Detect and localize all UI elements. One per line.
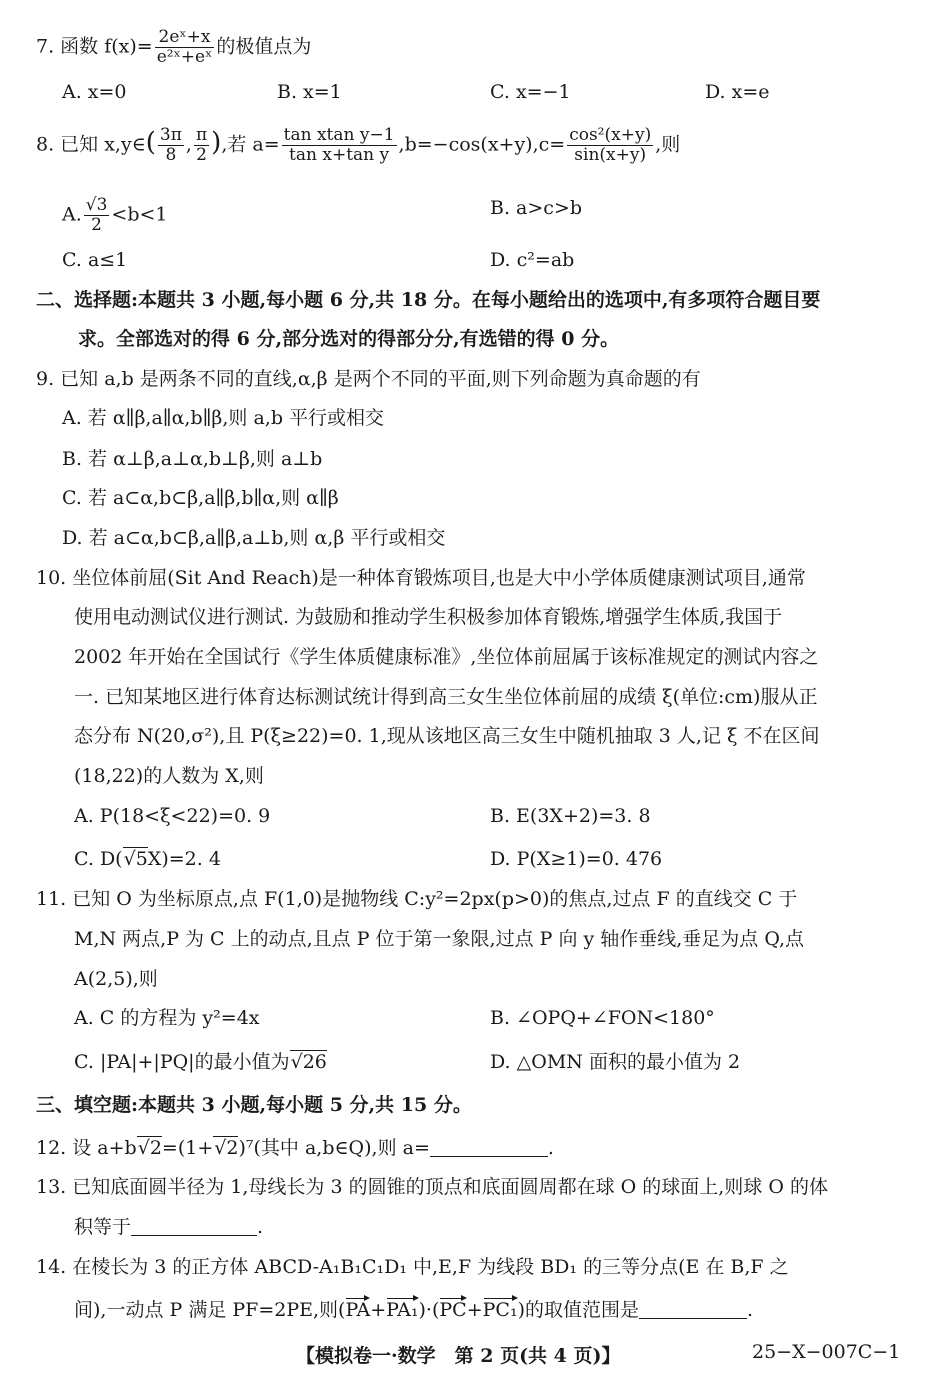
q14-line-2 bbox=[74, 1298, 753, 1322]
q11-option-b: B. ∠OPQ+∠FON<180° bbox=[490, 1007, 715, 1029]
q7-option-b: B. x=1 bbox=[277, 81, 342, 103]
q11-line-1: 11. 已知 O 为坐标原点,点 F(1,0)是抛物线 C:y²=2px(p>0)的焦点,过点 F 的直线交 C 于 bbox=[36, 888, 798, 910]
q12-power: )⁷(其中 a,b∈Q),则 a= bbox=[238, 1137, 430, 1159]
q8-option-c: C. a≤1 bbox=[62, 249, 128, 271]
q8-option-a-num: √3 bbox=[85, 195, 108, 215]
footer-page-label: 【模拟卷一·数学 第 2 页(共 4 页)】 bbox=[296, 1345, 621, 1367]
q8-stem: 8. 已知 x,y∈( $\frac{3\pi}{8}$ , $\frac{\pi}{2}$ ),若 a= $\frac{\text{tan xtan y−1}}{\text{tan x+tan y}}$ ,b=−cos(x+y),c= $\frac{\text{cos²(x+y)}}{\sin(x+y)}$ ,则 bbox=[36, 125, 681, 165]
q11-line-3: A(2,5),则 bbox=[74, 968, 158, 990]
q7-stem-prefix: 7. 函数 bbox=[36, 35, 99, 58]
q8-interval-a bbox=[158, 126, 184, 165]
q8-option-a-den: 2 bbox=[91, 215, 102, 235]
q14-vector-pc: PC bbox=[439, 1299, 467, 1321]
q8-b-c-label: ,b=−cos(x+y),c= bbox=[398, 133, 566, 156]
q14-vector-pa: PA bbox=[345, 1299, 371, 1321]
q8-a-den: tan x+tan y bbox=[289, 145, 390, 165]
q8-c-den: sin(x+y) bbox=[574, 145, 647, 165]
q14-plus-2: + bbox=[466, 1299, 483, 1321]
q14-dot-product: )·( bbox=[418, 1299, 440, 1321]
q8-option-a-suffix: <b<1 bbox=[111, 203, 168, 226]
q10-line-6: (18,22)的人数为 X,则 bbox=[74, 765, 264, 787]
q10-option-b: B. E(3X+2)=3. 8 bbox=[490, 805, 651, 827]
q7-fraction-denominator: e²ˣ+eˣ bbox=[156, 47, 213, 67]
q13-line2-prefix: 积等于 bbox=[74, 1216, 132, 1238]
section3-heading: 三、填空题:本题共 3 小题,每小题 5 分,共 15 分。 bbox=[36, 1094, 472, 1116]
q10-line-2: 使用电动测试仪进行测试. 为鼓励和推动学生积极参加体育锻炼,增强学生体质,我国于 bbox=[74, 606, 783, 628]
q8-interval-a-den: 8 bbox=[165, 145, 177, 165]
q13-end: . bbox=[257, 1216, 264, 1238]
q12-root-1: √2 bbox=[137, 1137, 162, 1159]
q14-answer-blank[interactable] bbox=[639, 1300, 747, 1319]
q10-line-5: 态分布 N(20,σ²),且 P(ξ≥22)=0. 1,现从该地区高三女生中随机抽取 3 人,记 ξ 不在区间 bbox=[74, 725, 820, 747]
q12-mid: =(1+ bbox=[161, 1137, 214, 1159]
q12-root-2: √2 bbox=[214, 1137, 239, 1159]
q8-interval-close: ) bbox=[211, 127, 222, 158]
q8-a-num: tan xtan y−1 bbox=[283, 125, 395, 145]
q13-answer-blank[interactable] bbox=[131, 1217, 257, 1236]
q9-option-b: B. 若 α⊥β,a⊥α,b⊥β,则 a⊥b bbox=[62, 448, 323, 470]
q7-stem-suffix: 的极值点为 bbox=[216, 35, 312, 58]
q14-end: . bbox=[747, 1299, 754, 1321]
q8-interval-b bbox=[194, 126, 209, 165]
q11-option-c-root: √26 bbox=[290, 1051, 327, 1073]
q8-a-label: ,若 a= bbox=[221, 133, 280, 156]
q10-option-c bbox=[74, 847, 221, 871]
q14-line-1: 14. 在棱长为 3 的正方体 ABCD-A₁B₁C₁D₁ 中,E,F 为线段 BD₁ 的三等分点(E 在 B,F 之 bbox=[36, 1256, 789, 1278]
q10-line-1: 10. 坐位体前屈(Sit And Reach)是一种体育锻炼项目,也是大中小学体质健康测试项目,通常 bbox=[36, 567, 806, 589]
q7-stem bbox=[36, 28, 311, 67]
q11-option-d: D. △OMN 面积的最小值为 2 bbox=[490, 1051, 741, 1073]
q7-option-c: C. x=−1 bbox=[490, 81, 571, 103]
q8-option-b: B. a>c>b bbox=[490, 197, 583, 219]
q8-interval-open: ( bbox=[145, 127, 156, 158]
q10-option-c-prefix: C. D( bbox=[74, 848, 123, 870]
q12-stem bbox=[36, 1136, 554, 1160]
q7-fraction-numerator: 2eˣ+x bbox=[155, 28, 215, 48]
q8-c-fraction bbox=[567, 126, 653, 165]
q10-line-4: 一. 已知某地区进行体育达标测试统计得到高三女生坐位体前屈的成绩 ξ(单位:cm)服从正 bbox=[74, 686, 818, 708]
q7-fraction bbox=[155, 28, 215, 67]
q8-option-a-prefix: A. bbox=[62, 203, 82, 226]
q12-prefix: 12. 设 a+b bbox=[36, 1137, 137, 1159]
q11-line-2: M,N 两点,P 为 C 上的动点,且点 P 位于第一象限,过点 P 向 y 轴作垂线,垂足为点 Q,点 bbox=[74, 928, 805, 950]
q10-option-d: D. P(X≥1)=0. 476 bbox=[490, 848, 663, 870]
q9-option-a: A. 若 α∥β,a∥α,b∥β,则 a,b 平行或相交 bbox=[62, 407, 385, 429]
q8-option-d: D. c²=ab bbox=[490, 249, 575, 271]
section2-heading-line1: 二、选择题:本题共 3 小题,每小题 6 分,共 18 分。在每小题给出的选项中,有多项符合题目要 bbox=[36, 289, 821, 311]
q9-stem: 9. 已知 a,b 是两条不同的直线,α,β 是两个不同的平面,则下列命题为真命题的有 bbox=[36, 368, 701, 390]
q12-end: . bbox=[547, 1137, 554, 1159]
q8-interval-a-num: 3π bbox=[159, 125, 182, 145]
q14-line2-prefix: 间),一动点 P 满足 PF=2PE,则( bbox=[74, 1299, 346, 1321]
q7-option-a: A. x=0 bbox=[62, 81, 127, 103]
q11-option-c-prefix: C. |PA|+|PQ|的最小值为 bbox=[74, 1051, 290, 1073]
q8-option-a-fraction bbox=[84, 196, 110, 235]
q7-option-d: D. x=e bbox=[705, 81, 770, 103]
q10-line-3: 2002 年开始在全国试行《学生体质健康标准》,坐位体前屈属于该标准规定的测试内容之 bbox=[74, 646, 819, 668]
q9-option-c: C. 若 a⊂α,b⊂β,a∥β,b∥α,则 α∥β bbox=[62, 487, 339, 509]
footer-code: 25−X−007C−1 bbox=[752, 1341, 901, 1363]
q10-option-c-suffix: X)=2. 4 bbox=[147, 848, 221, 870]
q11-option-c bbox=[74, 1050, 327, 1074]
q14-line2-suffix: )的取值范围是 bbox=[517, 1299, 640, 1321]
q10-option-a: A. P(18<ξ<22)=0. 9 bbox=[74, 805, 271, 827]
q13-line-1: 13. 已知底面圆半径为 1,母线长为 3 的圆锥的顶点和底面圆周都在球 O 的球面上,则球 O 的体 bbox=[36, 1176, 828, 1198]
q14-vector-pa1: PA₁ bbox=[386, 1299, 419, 1321]
section2-heading-line2: 求。全部选对的得 6 分,部分选对的得部分分,有选错的得 0 分。 bbox=[78, 328, 620, 350]
q9-option-d: D. 若 a⊂α,b⊂β,a∥β,a⊥b,则 α,β 平行或相交 bbox=[62, 527, 446, 549]
q14-plus-1: + bbox=[370, 1299, 387, 1321]
q7-function-lhs: f(x)= bbox=[104, 35, 153, 58]
q11-option-a: A. C 的方程为 y²=4x bbox=[74, 1007, 260, 1029]
q8-stem-suffix: ,则 bbox=[655, 133, 681, 156]
q13-line-2 bbox=[74, 1215, 263, 1239]
q8-option-a bbox=[62, 196, 168, 235]
q10-option-c-root: √5 bbox=[123, 848, 148, 870]
q8-interval-b-num: π bbox=[195, 125, 208, 145]
q8-a-fraction bbox=[282, 126, 397, 165]
q8-interval-b-den: 2 bbox=[196, 145, 207, 165]
q8-stem-prefix: 8. 已知 x,y∈ bbox=[36, 133, 146, 156]
q12-answer-blank[interactable] bbox=[430, 1138, 548, 1157]
q8-c-num: cos²(x+y) bbox=[569, 125, 652, 145]
q14-vector-pc1: PC₁ bbox=[482, 1299, 518, 1321]
